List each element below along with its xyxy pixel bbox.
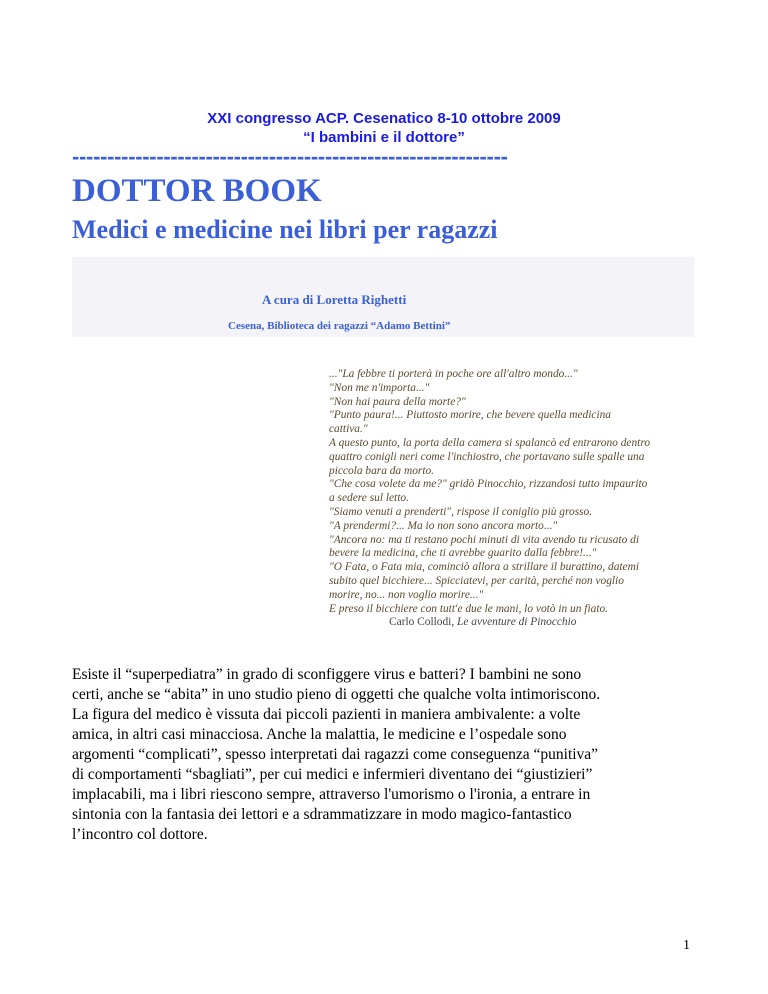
quote-line: "Ancora no: ma ti restano pochi minuti di vita avendo tu ricusato di [329,533,639,546]
quote-line: bevere la medicina, che ti avrebbe guarito dalla febbre!..." [329,547,597,560]
paragraph-line: Esiste il “superpediatra” in grado di sconfiggere virus e batteri? I bambini ne sono [72,666,582,683]
paragraph-line: La figura del medico è vissuta dai piccoli pazienti in maniera ambivalente: a volte [72,706,581,723]
quote-line: piccola bara da morto. [329,464,435,477]
quote-author: Carlo Collodi, [389,616,458,629]
quote-line: "Siamo venuti a prenderti", rispose il coniglio più grosso. [329,505,593,518]
document-subtitle: Medici e medicine nei libri per ragazzi [72,215,498,244]
document-title: DOTTOR BOOK [72,173,322,209]
pinocchio-quote [329,368,709,630]
quote-line: morire, no... non voglio morire..." [329,588,484,601]
quote-line: A questo punto, la porta della camera si spalancò ed entrarono dentro [329,436,651,449]
paragraph-line: argomenti “complicati”, spesso interpretati dai ragazzi come conseguenza “punitiva” [72,746,599,763]
quote-attribution [329,616,709,630]
library-credit: Cesena, Biblioteca dei ragazzi “Adamo Bettini” [228,320,451,332]
separator-line: -------------------------------------------------------------- [72,144,508,169]
paragraph-line: di comportamenti “sbagliati”, per cui medici e infermieri diventano dei “giustizieri” [72,766,593,783]
conference-subtitle: “I bambini e il dottore” [303,129,465,146]
body-paragraph [72,665,712,845]
quote-work: Le avventure di Pinocchio [457,616,577,629]
quote-line: a sedere sul letto. [329,492,409,505]
quote-line: E preso il bicchiere con tutt'e due le mani, lo votò in un fiato. [329,602,609,615]
quote-line: "O Fata, o Fata mia, cominciò allora a strillare il burattino, datemi [329,561,639,574]
quote-line: "A prendermi?... Ma io non sono ancora morto..." [329,519,558,532]
quote-line: "Che cosa volete da me?" gridò Pinocchio, rizzandosi tutto impaurito [329,478,648,491]
quote-line: "Non me n'importa..." [329,381,430,394]
page-number: 1 [683,938,690,953]
conference-title: XXI congresso ACP. Cesenatico 8-10 ottobre 2009 [207,110,561,127]
paragraph-line: implacabili, ma i libri riescono sempre, attraverso l'umorismo o l'ironia, a entrare in [72,786,591,803]
quote-line: ..."La febbre ti porterà in poche ore all'altro mondo..." [329,368,578,380]
quote-line: subito quel bicchiere... Spicciatevi, per carità, perché non voglio [329,574,624,587]
quote-line: "Non hai paura della morte?" [329,395,466,408]
paragraph-line: sintonia con la fantasia dei lettori e a sdrammatizzare in modo magico-fantastico [72,806,572,823]
paragraph-line: certi, anche se “abita” in uno studio pieno di oggetti che qualche volta intimoriscono. [72,686,601,703]
quote-line: quattro conigli neri come l'inchiostro, che portavano sulle spalle una [329,450,645,463]
quote-line: "Punto paura!... Piuttosto morire, che bevere quella medicina [329,409,612,422]
paragraph-line: l’incontro col dottore. [72,826,208,843]
quote-line: cattiva." [329,423,368,436]
curator-credit: A cura di Loretta Righetti [262,292,407,307]
paragraph-line: amica, in altri casi minacciosa. Anche la malattia, le medicine e l’ospedale sono [72,726,567,743]
